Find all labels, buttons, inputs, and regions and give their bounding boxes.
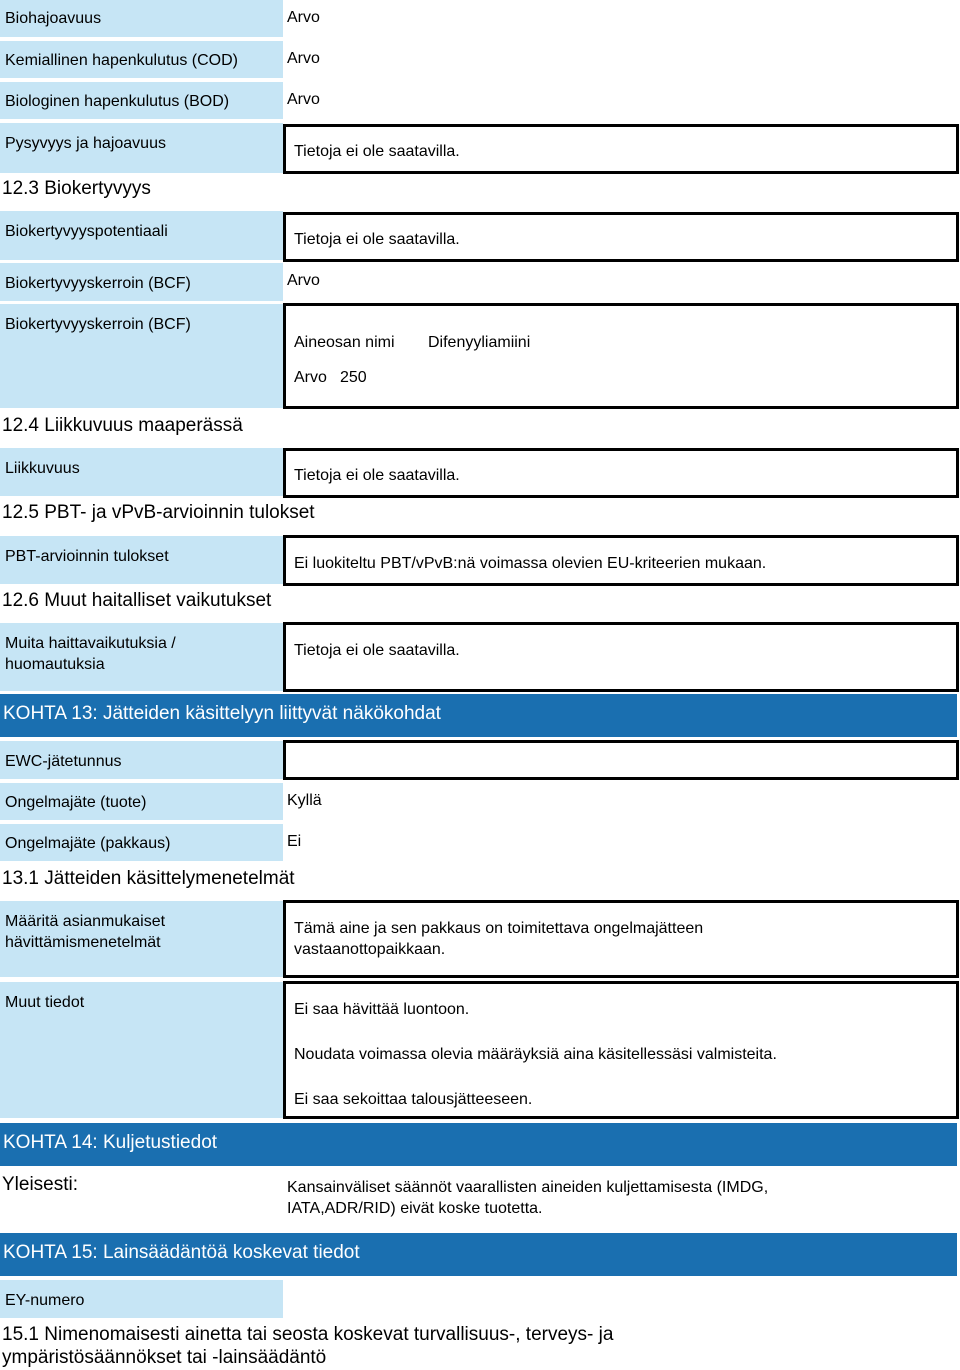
liikkuvuus-box: [283, 448, 959, 498]
ewc-label: EWC-jätetunnus: [0, 741, 283, 779]
heading-15-1-line-1: 15.1 Nimenomaisesti ainetta tai seosta koskevat turvallisuus-, terveys- ja: [2, 1324, 614, 1345]
heading-12-3: 12.3 Biokertyvyys: [2, 178, 151, 199]
ongelmajate-tuote-value: Kyllä: [287, 792, 322, 809]
pbt-value: Ei luokiteltu PBT/vPvB:nä voimassa olevien EU-kriteerien mukaan.: [294, 555, 767, 572]
bcf-value-1: Arvo: [287, 272, 320, 289]
maarita-label-line-1: Määritä asianmukaiset: [5, 913, 166, 930]
section-13-title: KOHTA 13: Jätteiden käsittelyyn liittyvät näkökohdat: [0, 694, 957, 737]
section-15-title: KOHTA 15: Lainsäädäntöä koskevat tiedot: [0, 1233, 957, 1276]
pysyvyys-value: Tietoja ei ole saatavilla.: [294, 143, 460, 160]
bcf-arvo-label: Arvo: [294, 369, 327, 386]
component-name-label: Aineosan nimi: [294, 334, 395, 351]
heading-15-1-line-2: ympäristösäännökset tai -lainsäädäntö: [2, 1347, 327, 1368]
pysyvyys-box: [283, 124, 959, 174]
ongelmajate-pakkaus-value: Ei: [287, 833, 302, 850]
maarita-label-line-2: hävittämismenetelmät: [5, 934, 161, 951]
pysyvyys-label: Pysyvyys ja hajoavuus: [0, 123, 283, 173]
bod-value: Arvo: [287, 91, 320, 108]
liikkuvuus-label: Liikkuvuus: [0, 448, 283, 496]
ongelmajate-tuote-label: Ongelmajäte (tuote): [0, 783, 283, 820]
bcf-box: [283, 303, 959, 409]
bod-label: Biologinen hapenkulutus (BOD): [0, 82, 283, 119]
section-14-title: KOHTA 14: Kuljetustiedot: [0, 1123, 957, 1166]
muita-label: [0, 623, 283, 691]
cod-value: Arvo: [287, 50, 320, 67]
heading-12-4: 12.4 Liikkuvuus maaperässä: [2, 415, 243, 436]
component-name-value: Difenyyliamiini: [428, 334, 531, 351]
muita-label-line-1: Muita haittavaikutuksia /: [5, 635, 176, 652]
ongelmajate-pakkaus-label: Ongelmajäte (pakkaus): [0, 824, 283, 861]
maarita-box: [283, 900, 959, 978]
ewc-box: [283, 740, 959, 780]
bcf-label-1: Biokertyvyyskerroin (BCF): [0, 263, 283, 301]
biokertyvyyspotentiaali-value: Tietoja ei ole saatavilla.: [294, 231, 460, 248]
muita-box: [283, 622, 959, 692]
maarita-label: [0, 901, 283, 977]
muut-tiedot-box: [283, 981, 959, 1119]
muut-tiedot-line-3: Ei saa sekoittaa talousjätteeseen.: [294, 1091, 533, 1108]
bcf-label-2: Biokertyvyyskerroin (BCF): [0, 304, 283, 408]
bcf-arvo-value: 250: [340, 369, 367, 386]
biokertyvyyspotentiaali-box: [283, 212, 959, 262]
yleisesti-value-line-1: Kansainväliset säännöt vaarallisten aineiden kuljettamisesta (IMDG,: [287, 1179, 769, 1196]
pbt-box: [283, 535, 959, 586]
ey-numero-label: EY-numero: [0, 1280, 283, 1318]
maarita-value-line-1: Tämä aine ja sen pakkaus on toimitettava ongelmajätteen: [294, 920, 704, 937]
biokertyvyyspotentiaali-label: Biokertyvyyspotentiaali: [0, 211, 283, 260]
muita-label-line-2: huomautuksia: [5, 656, 105, 673]
muut-tiedot-line-1: Ei saa hävittää luontoon.: [294, 1001, 470, 1018]
biohajoavuus-value: Arvo: [287, 9, 320, 26]
yleisesti-label: Yleisesti:: [2, 1174, 79, 1195]
heading-12-5: 12.5 PBT- ja vPvB-arvioinnin tulokset: [2, 502, 315, 523]
maarita-value-line-2: vastaanottopaikkaan.: [294, 941, 446, 958]
heading-12-6: 12.6 Muut haitalliset vaikutukset: [2, 590, 272, 611]
liikkuvuus-value: Tietoja ei ole saatavilla.: [294, 467, 460, 484]
biohajoavuus-label: Biohajoavuus: [0, 0, 283, 37]
pbt-label: PBT-arvioinnin tulokset: [0, 536, 283, 584]
muut-tiedot-label: Muut tiedot: [0, 982, 283, 1118]
heading-13-1: 13.1 Jätteiden käsittelymenetelmät: [2, 868, 295, 889]
muita-value: Tietoja ei ole saatavilla.: [294, 642, 460, 659]
muut-tiedot-line-2: Noudata voimassa olevia määräyksiä aina käsitellessäsi valmisteita.: [294, 1046, 777, 1063]
cod-label: Kemiallinen hapenkulutus (COD): [0, 41, 283, 78]
yleisesti-value-line-2: IATA,ADR/RID) eivät koske tuotetta.: [287, 1200, 543, 1217]
